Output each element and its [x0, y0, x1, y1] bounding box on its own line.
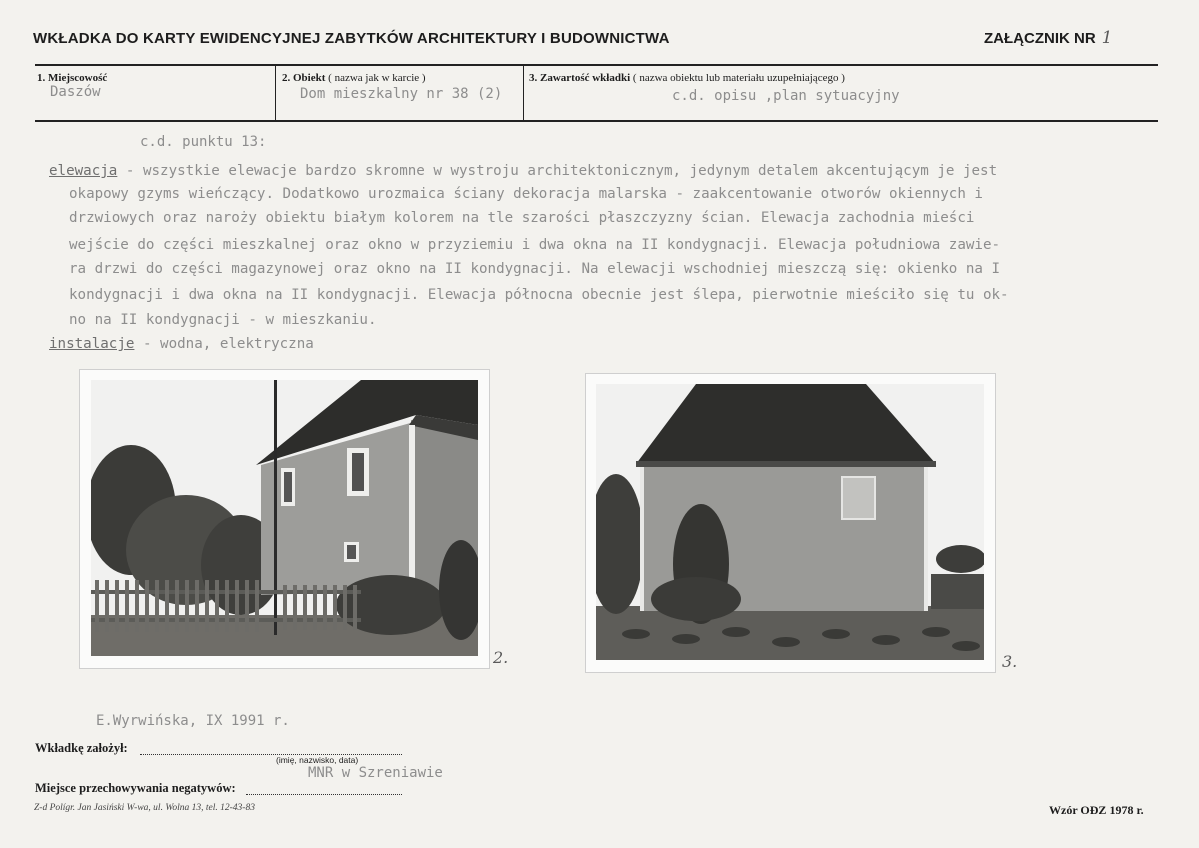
photo-3-number: 3.	[1002, 652, 1018, 671]
object-value: Dom mieszkalny nr 38 (2)	[300, 86, 503, 102]
object-label-number: 2.	[282, 72, 291, 84]
form-model: Wzór OĐZ 1978 r.	[1049, 803, 1144, 817]
table-top-rule	[35, 64, 1158, 66]
photo-2-house-west-view	[91, 380, 478, 656]
annex-number: 1	[1101, 28, 1113, 48]
description-line: no na II kondygnacji - w mieszkaniu.	[69, 312, 377, 328]
elewacja-first-text: - wszystkie elewacje bardzo skromne w wystroju architektonicznym, jedynym detalem akcentującym je jest	[117, 163, 998, 179]
storage-value: MNR w Szreniawie	[308, 765, 443, 781]
created-by-label: Wkładkę założył:	[35, 741, 128, 755]
description-heading: c.d. punktu 13:	[140, 134, 267, 150]
contents-label-text: Zawartość wkładki	[540, 72, 631, 84]
photo-3-house-gable-view	[596, 384, 984, 660]
created-by-hint: (imię, nazwisko, data)	[276, 755, 359, 765]
column-divider-2	[523, 66, 524, 120]
photo-2-number: 2.	[493, 648, 509, 667]
author-value: E.Wyrwińska, IX 1991 r.	[96, 713, 290, 729]
object-label-text: Obiekt	[293, 72, 326, 84]
description-line: wejście do części mieszkalnej oraz okno w przyziemiu i dwa okna na II kondygnacji. Elewacja południowa zawie-	[69, 237, 1001, 253]
annex-label-text: ZAŁĄCZNIK NR	[984, 30, 1096, 47]
storage-dotted-line	[246, 793, 402, 795]
column-divider-1	[275, 66, 276, 120]
contents-label-number: 3.	[529, 72, 538, 84]
created-by-dotted-line	[140, 753, 402, 755]
paragraph-elewacja-first-line	[49, 163, 997, 179]
contents-label	[529, 72, 845, 84]
contents-value: c.d. opisu ,plan sytuacyjny	[672, 88, 900, 104]
description-line: kondygnacji i dwa okna na II kondygnacji. Elewacja północna obecnie jest ślepa, pierwotnie mieściło się tu ok-	[69, 287, 1009, 303]
description-line: drzwiowych oraz naroży obiektu białym kolorem na tle szarości płaszczyzny ścian. Elewacja zachodnia mieści	[69, 210, 975, 226]
locality-label	[37, 72, 107, 84]
locality-label-number: 1.	[37, 72, 46, 84]
form-title: WKŁADKA DO KARTY EWIDENCYJNEJ ZABYTKÓW ARCHITEKTURY I BUDOWNICTWA	[33, 30, 670, 47]
storage-label: Miejsce przechowywania negatywów:	[35, 781, 236, 795]
object-label	[282, 72, 426, 84]
locality-value: Daszów	[50, 84, 101, 100]
instalacje-keyword: instalacje	[49, 336, 135, 352]
instalacje-text: - wodna, elektryczna	[134, 336, 314, 352]
annex-label	[984, 28, 1112, 48]
locality-label-text: Miejscowość	[48, 72, 108, 84]
description-line: ra drzwi do części magazynowej oraz okno na II kondygnacji. Na elewacji wschodniej mieszczą się: okienko na I	[69, 261, 1001, 277]
elewacja-keyword: elewacja	[49, 163, 118, 179]
paragraph-instalacje	[49, 336, 314, 352]
description-line: okapowy gzyms wieńczący. Dodatkowo urozmaica ściany dekoracja malarska - zaakcentowanie otworów okiennych i	[69, 186, 983, 202]
printer-imprint: Z-d Polígr. Jan Jasiński W-wa, ul. Wolna 13, tel. 12-43-83	[34, 803, 255, 813]
contents-label-hint: ( nazwa obiektu lub materiału uzupełniającego )	[632, 72, 845, 84]
table-bottom-rule	[35, 120, 1158, 122]
object-label-hint: ( nazwa jak w karcie )	[328, 72, 426, 84]
